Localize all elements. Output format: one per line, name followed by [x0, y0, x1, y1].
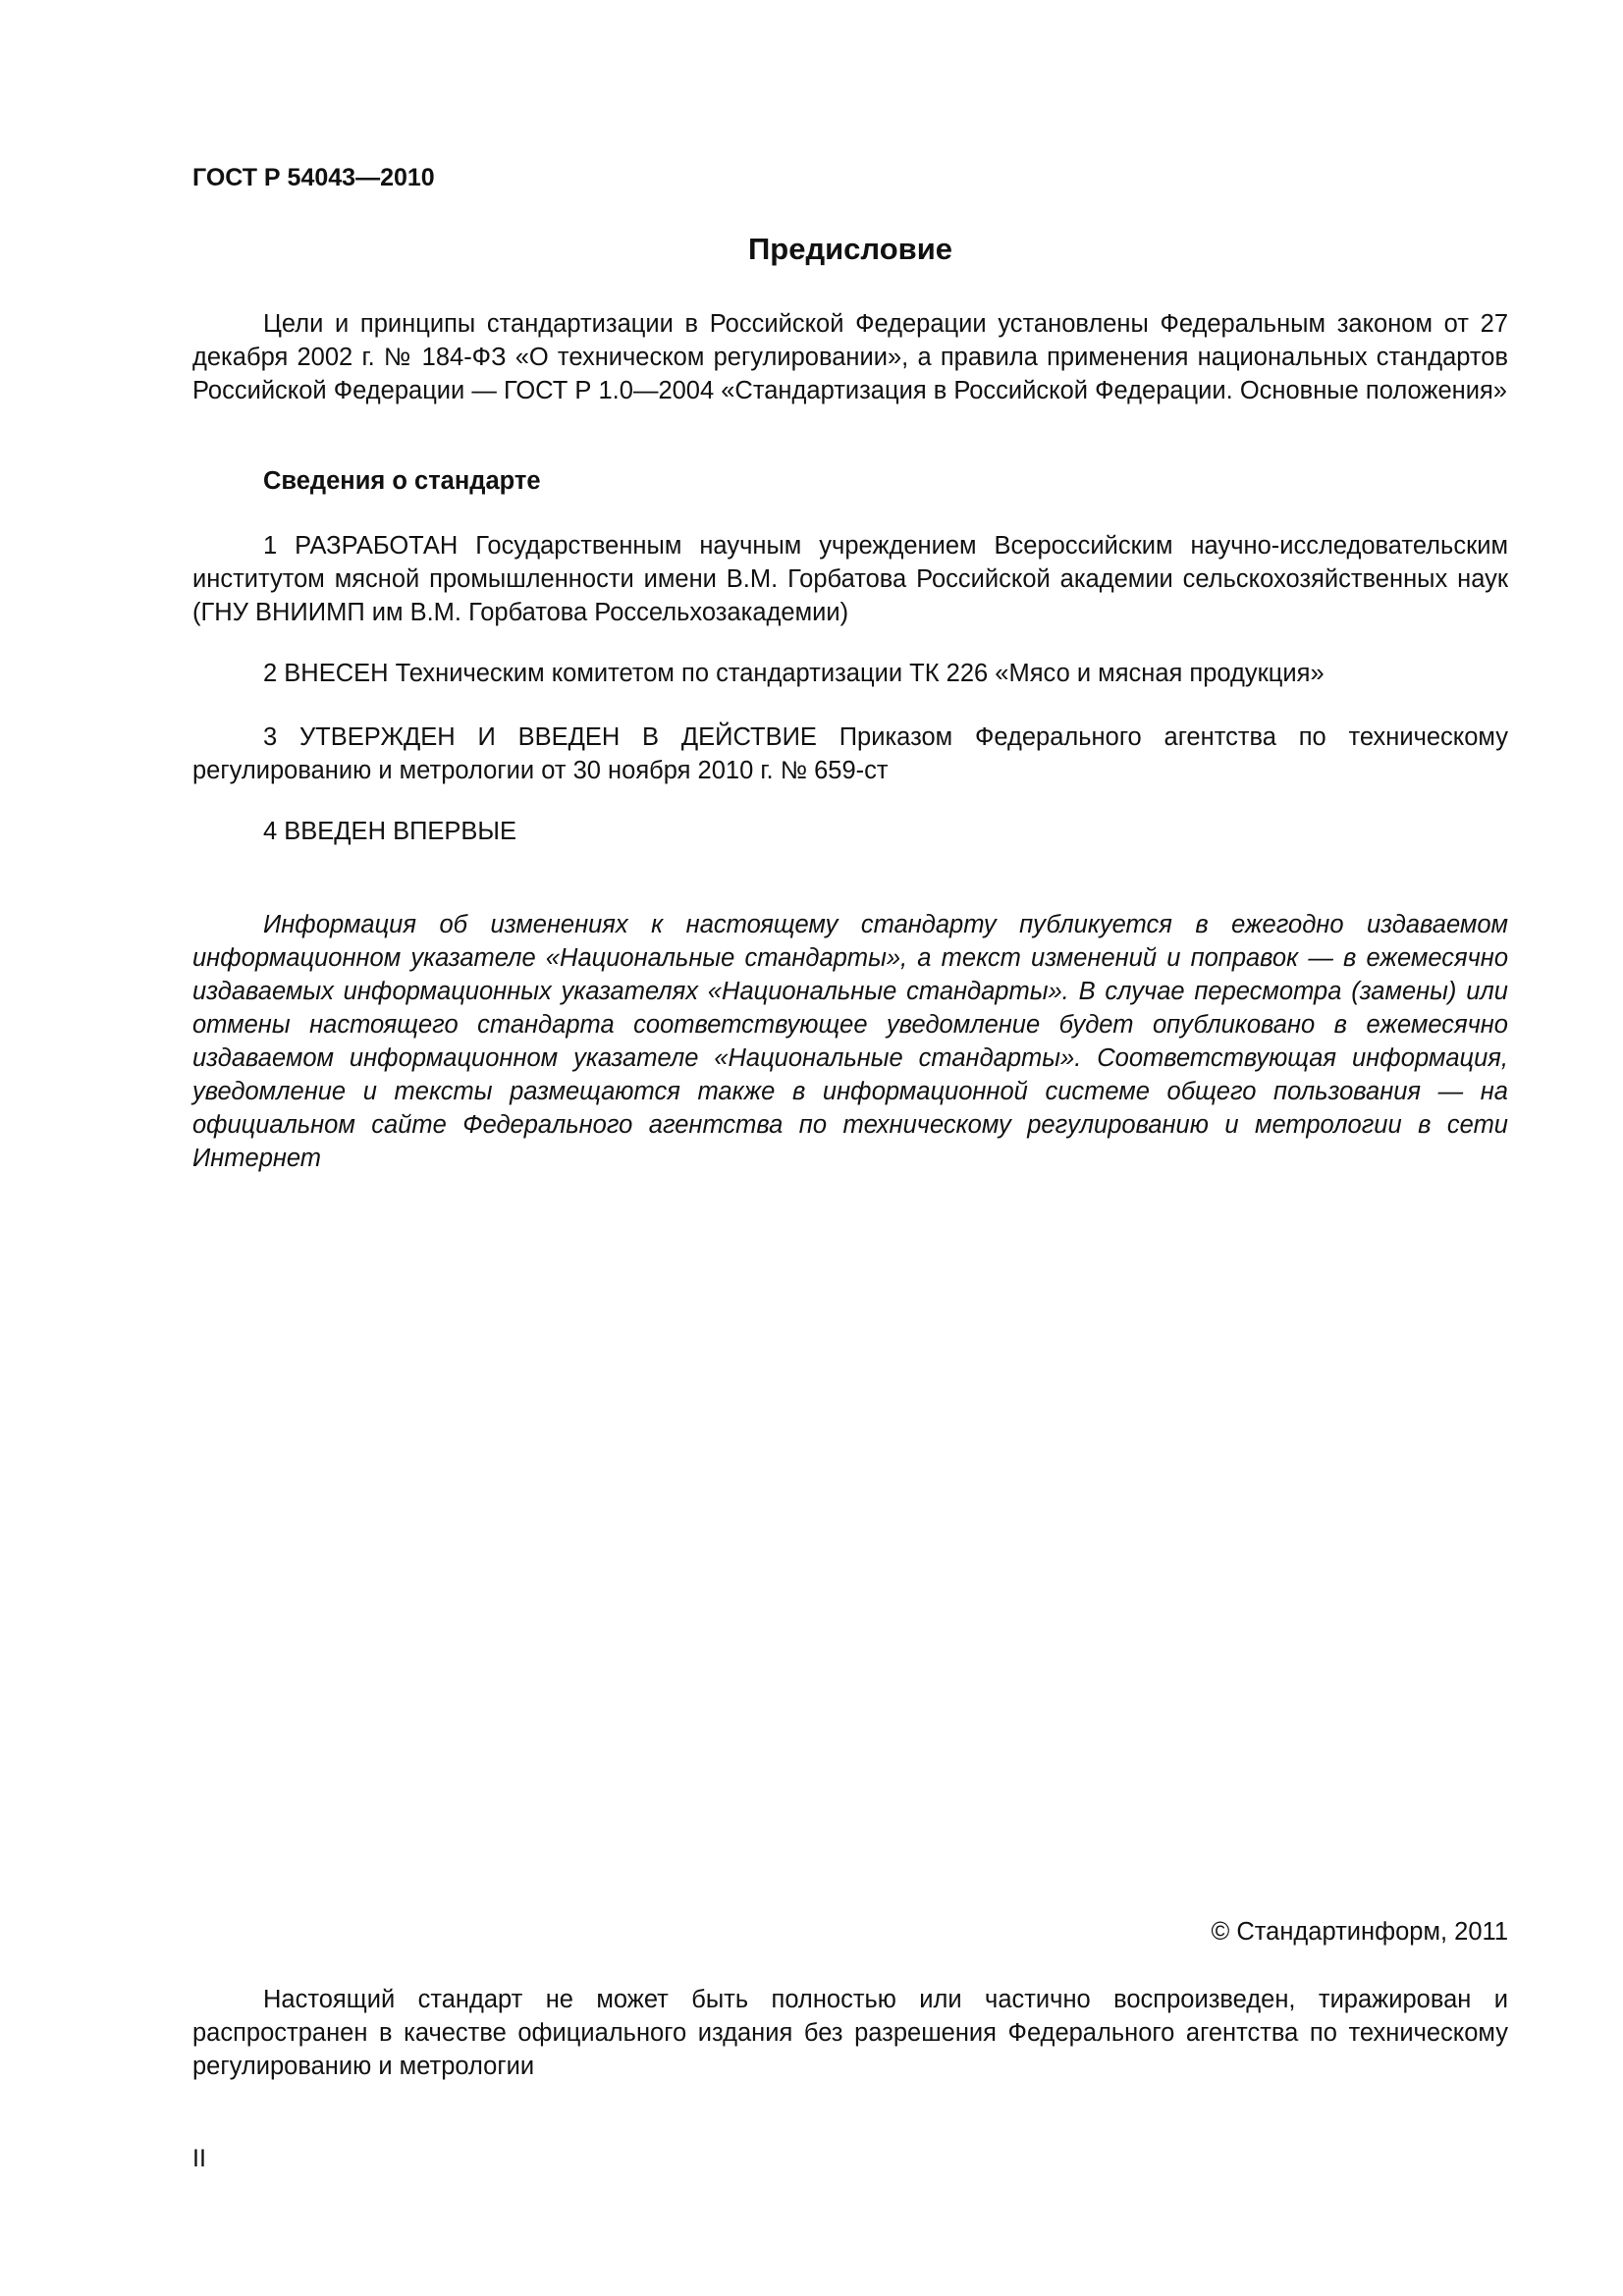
- intro-paragraph: Цели и принципы стандартизации в Российской Федерации установлены Федеральным законом от 27 декабря 2002 г. № 184-ФЗ «О техническом регулировании», а правила применения национальных стандартов Российской Федерации — ГОСТ Р 1.0—2004 «Стандартизация в Российской Федерации. Основные положения»: [192, 310, 1508, 404]
- standard-info-item-introduced: 2 ВНЕСЕН Техническим комитетом по стандартизации ТК 226 «Мясо и мясная продукция»: [263, 660, 1325, 687]
- document-code: ГОСТ Р 54043—2010: [192, 164, 435, 191]
- change-info-paragraph: Информация об изменениях к настоящему стандарту публикуется в ежегодно издаваемом информационном указателе «Национальные стандарты», а текст изменений и поправок — в ежемесячно издаваемых информационных указателях «Национальные стандарты». В случае пересмотра (замены) или отмены настоящего стандарта соответствующее уведомление будет опубликовано в ежемесячно издаваемом информационном указателе «Национальные стандарты». Соответствующая информация, уведомление и тексты размещаются также в информационной системе общего пользования — на официальном сайте Федерального агентства по техническому регулированию и метрологии в сети Интернет: [192, 911, 1508, 1172]
- page-number: II: [192, 2145, 206, 2172]
- standard-info-item-developed: 1 РАЗРАБОТАН Государственным научным учреждением Всероссийским научно-исследовательским институтом мясной промышленности имени В.М. Горбатова Российской академии сельскохозяйственных наук (ГНУ ВНИИМП им В.М. Горбатова Россельхозакадемии): [192, 532, 1508, 626]
- page-title: Предисловие: [747, 232, 952, 266]
- standard-info-item-approved: 3 УТВЕРЖДЕН И ВВЕДЕН В ДЕЙСТВИЕ Приказом Федерального агентства по техническому регулированию и метрологии от 30 ноября 2010 г. № 659-ст: [192, 723, 1508, 784]
- copyright-notice: © Стандартинформ, 2011: [1211, 1918, 1508, 1946]
- standard-info-item-first-time: 4 ВВЕДЕН ВПЕРВЫЕ: [263, 818, 517, 845]
- standard-info-heading: Сведения о стандарте: [263, 467, 541, 495]
- reproduction-notice: Настоящий стандарт не может быть полностью или частично воспроизведен, тиражирован и распространен в качестве официального издания без разрешения Федерального агентства по техническому регулированию и метрологии: [192, 1986, 1508, 2080]
